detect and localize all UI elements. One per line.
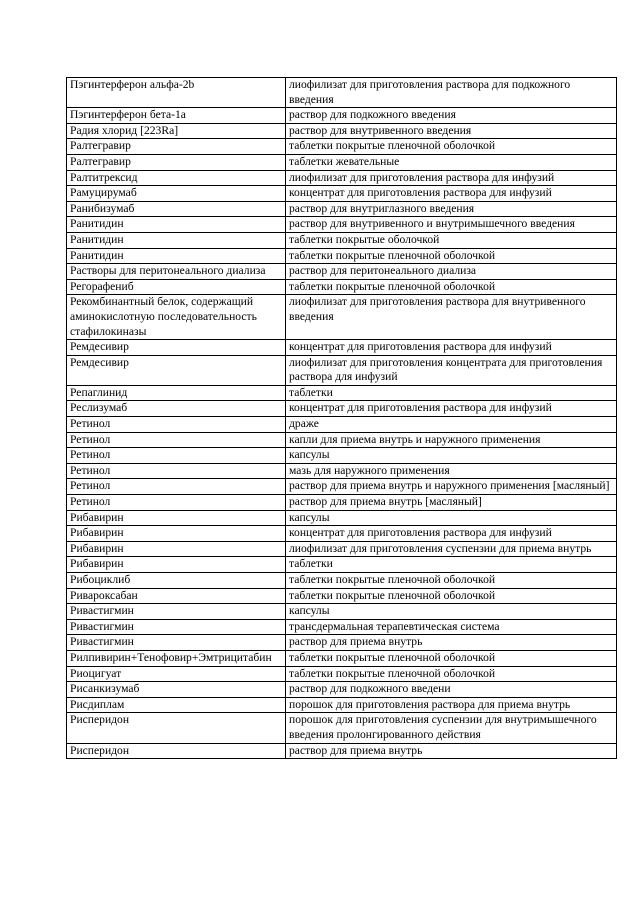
drug-name-cell: Рибоциклиб [67,573,286,589]
dosage-form-cell: концентрат для приготовления раствора для инфузий [286,340,617,356]
drug-name-cell: Растворы для перитонеального диализа [67,264,286,280]
drug-name-cell: Ретинол [67,432,286,448]
drug-name-cell: Ретинол [67,495,286,511]
dosage-form-cell: лиофилизат для приготовления концентрата для приготовления раствора для инфузий [286,355,617,385]
table-row [67,635,617,651]
table-row [67,432,617,448]
dosage-form-cell: раствор для внутривенного введения [286,123,617,139]
drug-name-cell: Пэгинтерферон альфа-2b [67,78,286,108]
dosage-form-cell: раствор для внутривенного и внутримышечного введения [286,217,617,233]
drug-name-cell: Ретинол [67,448,286,464]
table-row [67,139,617,155]
dosage-form-cell: раствор для приема внутрь [286,743,617,759]
dosage-form-cell: раствор для подкожного введения [286,108,617,124]
drug-name-cell: Радия хлорид [223Ra] [67,123,286,139]
table-row [67,713,617,743]
table-row [67,385,617,401]
drug-name-cell: Реслизумаб [67,401,286,417]
table-row [67,479,617,495]
table-row [67,495,617,511]
dosage-form-cell: таблетки покрытые пленочной оболочкой [286,666,617,682]
dosage-form-cell: таблетки покрытые пленочной оболочкой [286,588,617,604]
dosage-form-cell: лиофилизат для приготовления раствора для инфузий [286,170,617,186]
drug-name-cell: Рисанкизумаб [67,682,286,698]
dosage-form-cell: таблетки [286,557,617,573]
drug-name-cell: Рисперидон [67,743,286,759]
table-row [67,217,617,233]
table-row [67,526,617,542]
drug-name-cell: Ривастигмин [67,604,286,620]
dosage-form-cell: лиофилизат для приготовления раствора для подкожного введения [286,78,617,108]
drug-name-cell: Пэгинтерферон бета-1а [67,108,286,124]
drug-name-cell: Ранитидин [67,217,286,233]
dosage-form-cell: капли для приема внутрь и наружного применения [286,432,617,448]
drug-name-cell: Рисдиплам [67,697,286,713]
drug-name-cell: Рилпивирин+Тенофовир+Эмтрицитабин [67,650,286,666]
drug-name-cell: Репаглинид [67,385,286,401]
drug-name-cell: Риоцигуат [67,666,286,682]
drug-name-cell: Рекомбинантный белок, содержащий аминокислотную последовательность стафилокиназы [67,295,286,340]
table-row [67,201,617,217]
table-row [67,604,617,620]
table-row [67,448,617,464]
dosage-form-cell: концентрат для приготовления раствора для инфузий [286,401,617,417]
table-row [67,295,617,340]
drug-name-cell: Ранитидин [67,248,286,264]
drug-name-cell: Рибавирин [67,557,286,573]
drug-name-cell: Рамуцирумаб [67,186,286,202]
table-row [67,401,617,417]
dosage-form-cell: раствор для внутриглазного введения [286,201,617,217]
drug-name-cell: Рисперидон [67,713,286,743]
table-row [67,340,617,356]
drug-name-cell: Ралтегравир [67,154,286,170]
dosage-form-cell: драже [286,417,617,433]
table-row [67,170,617,186]
drug-name-cell: Рибавирин [67,541,286,557]
table-row [67,743,617,759]
dosage-form-cell: таблетки жевательные [286,154,617,170]
dosage-form-cell: концентрат для приготовления раствора для инфузий [286,186,617,202]
dosage-form-cell: таблетки покрытые пленочной оболочкой [286,139,617,155]
table-row [67,619,617,635]
table-body [67,78,617,759]
table-row [67,557,617,573]
dosage-form-cell: раствор для приема внутрь [286,635,617,651]
drug-name-cell: Рибавирин [67,510,286,526]
dosage-form-cell: таблетки покрытые оболочкой [286,232,617,248]
dosage-form-cell: мазь для наружного применения [286,463,617,479]
table-row [67,541,617,557]
drug-name-cell: Ривароксабан [67,588,286,604]
table-row [67,463,617,479]
table-row [67,417,617,433]
dosage-form-cell: трансдермальная терапевтическая система [286,619,617,635]
dosage-form-cell: порошок для приготовления раствора для приема внутрь [286,697,617,713]
drug-name-cell: Ралтитрексид [67,170,286,186]
dosage-form-cell: лиофилизат для приготовления суспензии для приема внутрь [286,541,617,557]
table-row [67,248,617,264]
drug-table [66,77,617,759]
drug-name-cell: Ралтегравир [67,139,286,155]
dosage-form-cell: таблетки покрытые пленочной оболочкой [286,573,617,589]
dosage-form-cell: капсулы [286,510,617,526]
drug-name-cell: Ретинол [67,417,286,433]
table-row [67,78,617,108]
table-row [67,697,617,713]
table-row [67,355,617,385]
dosage-form-cell: таблетки покрытые пленочной оболочкой [286,650,617,666]
table-row [67,232,617,248]
drug-name-cell: Регорафениб [67,279,286,295]
table-row [67,682,617,698]
drug-name-cell: Ретинол [67,479,286,495]
table-row [67,510,617,526]
dosage-form-cell: капсулы [286,448,617,464]
dosage-form-cell: раствор для приема внутрь и наружного применения [масляный] [286,479,617,495]
dosage-form-cell: концентрат для приготовления раствора для инфузий [286,526,617,542]
dosage-form-cell: лиофилизат для приготовления раствора для внутривенного введения [286,295,617,340]
dosage-form-cell: таблетки покрытые пленочной оболочкой [286,279,617,295]
table-row [67,279,617,295]
drug-name-cell: Ремдесивир [67,355,286,385]
dosage-form-cell: раствор для перитонеального диализа [286,264,617,280]
drug-name-cell: Ремдесивир [67,340,286,356]
table-row [67,186,617,202]
dosage-form-cell: порошок для приготовления суспензии для внутримышечного введения пролонгированного действия [286,713,617,743]
table-row [67,666,617,682]
table-row [67,650,617,666]
dosage-form-cell: капсулы [286,604,617,620]
drug-name-cell: Ранибизумаб [67,201,286,217]
table-row [67,123,617,139]
drug-name-cell: Рибавирин [67,526,286,542]
drug-name-cell: Ривастигмин [67,635,286,651]
dosage-form-cell: таблетки [286,385,617,401]
dosage-form-cell: раствор для приема внутрь [масляный] [286,495,617,511]
table-row [67,573,617,589]
table-row [67,108,617,124]
table-row [67,154,617,170]
drug-name-cell: Ривастигмин [67,619,286,635]
drug-name-cell: Ретинол [67,463,286,479]
dosage-form-cell: раствор для подкожного введени [286,682,617,698]
table-row [67,264,617,280]
table-row [67,588,617,604]
drug-name-cell: Ранитидин [67,232,286,248]
dosage-form-cell: таблетки покрытые пленочной оболочкой [286,248,617,264]
